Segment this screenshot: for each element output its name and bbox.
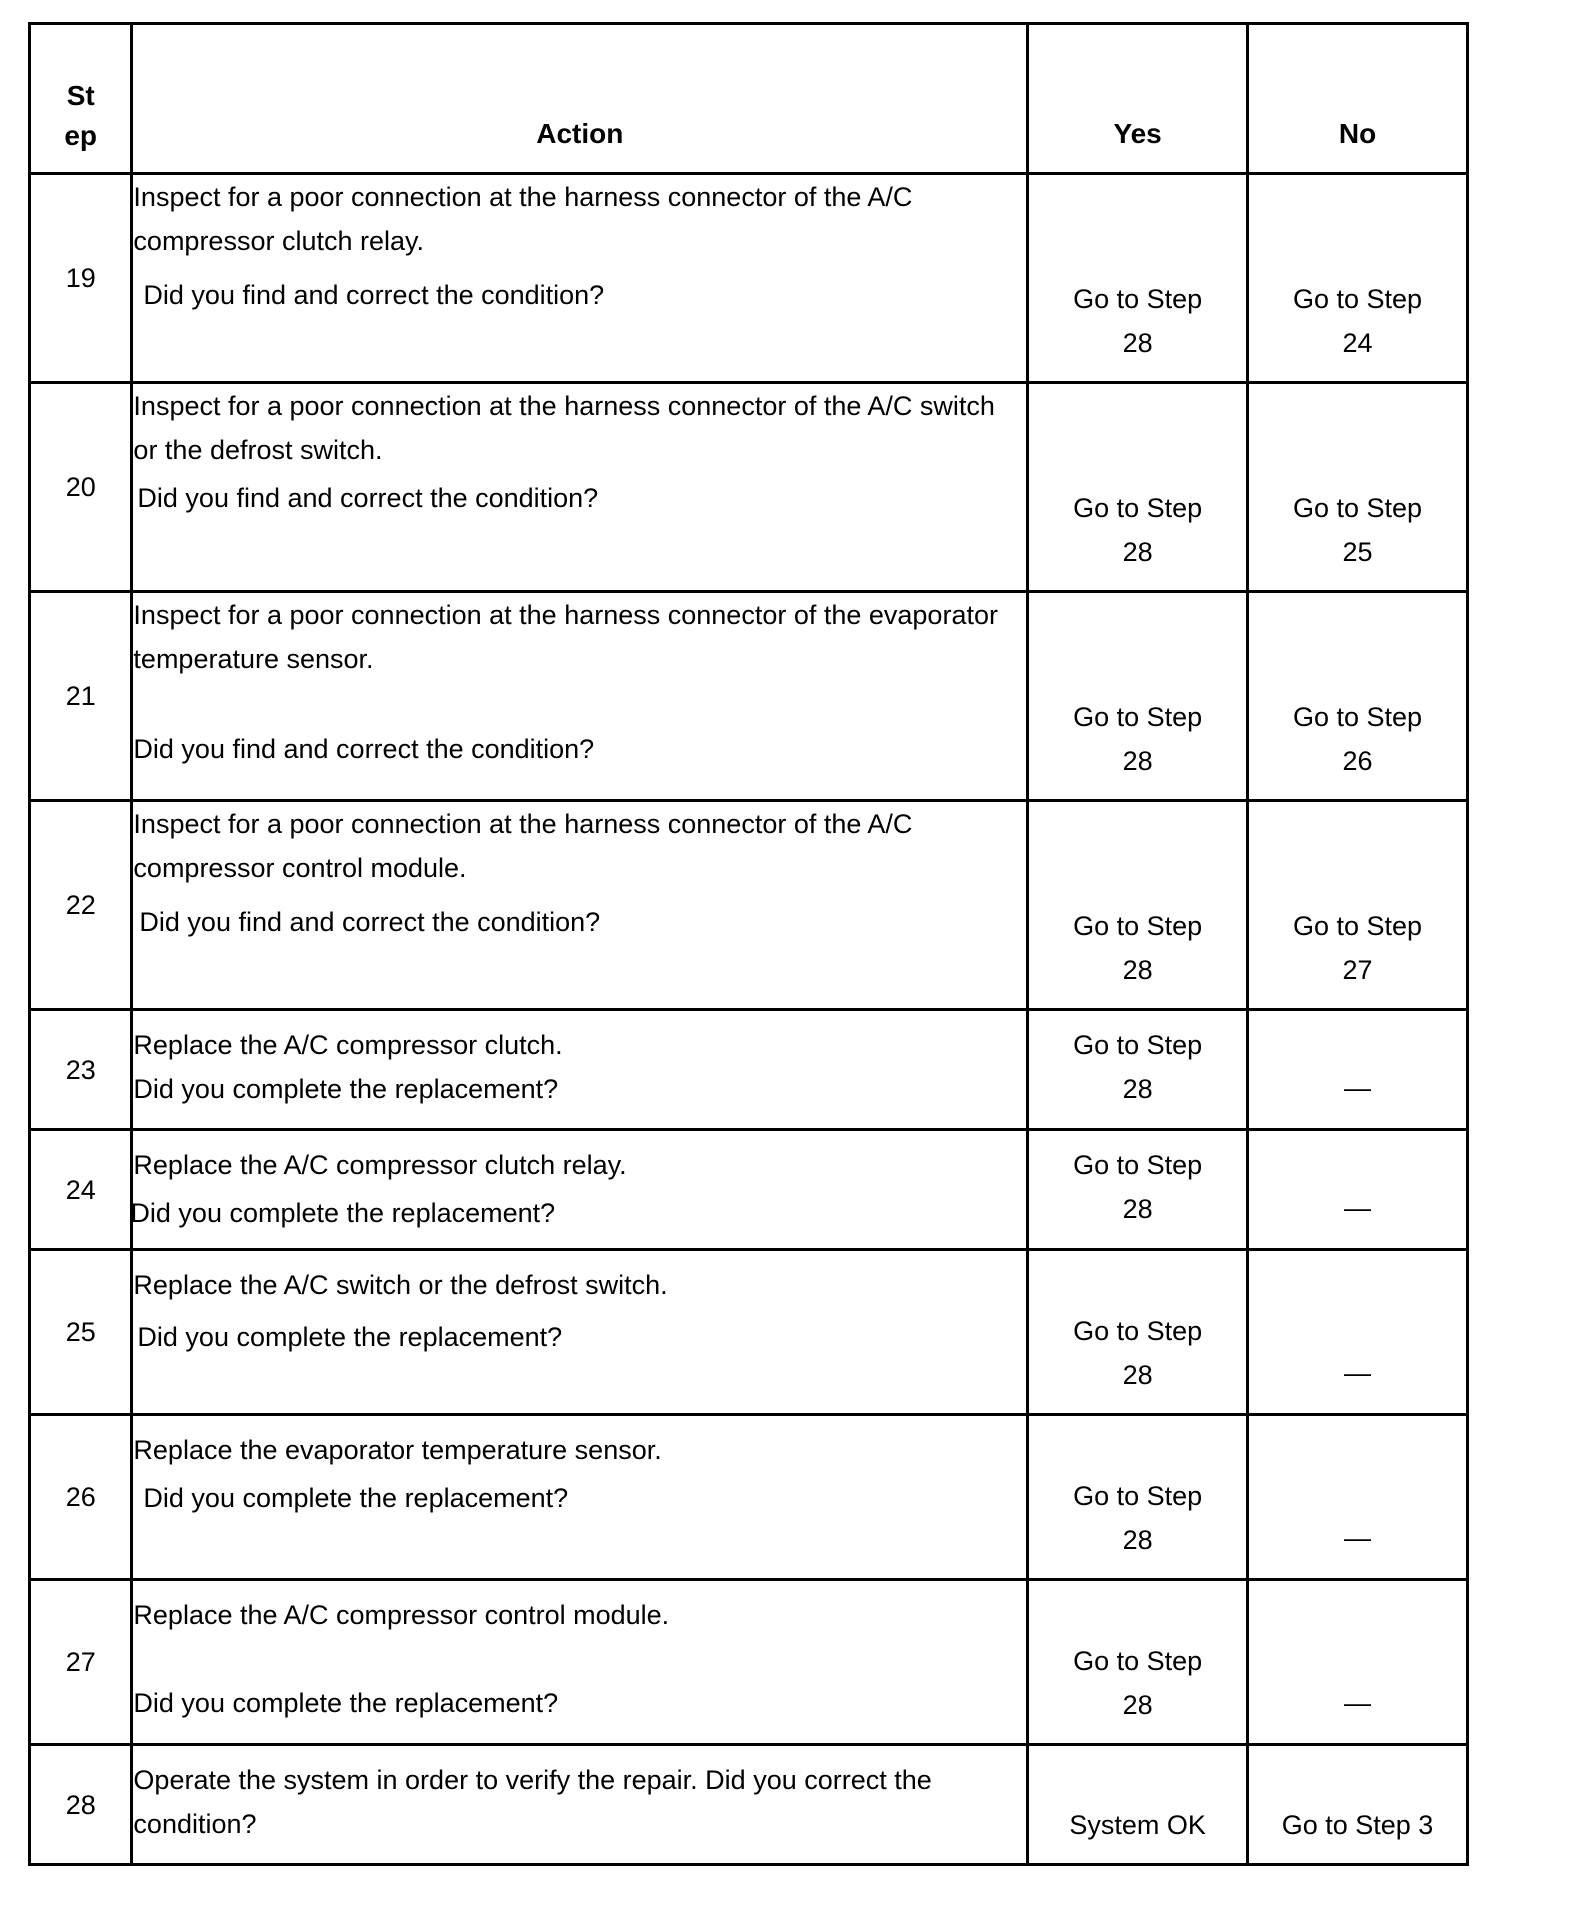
table-row (30, 1010, 1468, 1130)
no-dash: — (1344, 1358, 1372, 1388)
yes-cell: System OK (1028, 1745, 1248, 1865)
step-number: 26 (30, 1415, 132, 1580)
no-cell (1248, 1580, 1468, 1745)
header-step-line2: ep (64, 120, 98, 151)
action-cell (132, 1130, 1028, 1250)
yes-cell: Go to Step 28 (1028, 174, 1248, 383)
yes-cell: Go to Step 28 (1028, 1580, 1248, 1745)
yes-cell: Go to Step 28 (1028, 1130, 1248, 1250)
step-number: 20 (30, 383, 132, 592)
question-text: Did you complete the replacement? (137, 1322, 563, 1352)
no-cell (1248, 1250, 1468, 1415)
question-text: Did you complete the replacement? (143, 1483, 569, 1513)
no-dash: — (1344, 1193, 1372, 1223)
action-text: Replace the evaporator temperature sensor. (133, 1435, 662, 1465)
step-number: 25 (30, 1250, 132, 1415)
yes-cell: Go to Step 28 (1028, 383, 1248, 592)
step-number: 23 (30, 1010, 132, 1130)
table-row (30, 1580, 1468, 1745)
step-number: 28 (30, 1745, 132, 1865)
question-text: Did you complete the replacement? (133, 1688, 559, 1718)
yes-cell: Go to Step 28 (1028, 592, 1248, 801)
action-text: Inspect for a poor connection at the harness connector of the A/C switch or the defrost switch. (133, 391, 995, 465)
question-text: Did you find and correct the condition? (133, 734, 595, 764)
action-cell (132, 383, 1028, 592)
no-dash: — (1344, 1073, 1372, 1103)
table-row (30, 1745, 1468, 1865)
step-number: 24 (30, 1130, 132, 1250)
action-cell (132, 801, 1028, 1010)
question-text: Did you find and correct the condition? (139, 907, 601, 937)
diagnostic-table (28, 22, 1469, 1866)
action-cell (132, 1250, 1028, 1415)
table-row (30, 801, 1468, 1010)
action-cell (132, 1010, 1028, 1130)
no-cell: Go to Step 26 (1248, 592, 1468, 801)
yes-cell: Go to Step 28 (1028, 1415, 1248, 1580)
action-text: Inspect for a poor connection at the harness connector of the evaporator temperature sensor. (133, 600, 998, 674)
no-cell (1248, 1010, 1468, 1130)
header-no: No (1248, 24, 1468, 174)
header-step-line1: St (66, 80, 95, 111)
action-cell (132, 592, 1028, 801)
question-text: Did you complete the replacement? (130, 1198, 556, 1228)
no-cell: Go to Step 25 (1248, 383, 1468, 592)
step-number: 27 (30, 1580, 132, 1745)
question-text: Did you find and correct the condition? (143, 280, 605, 310)
action-cell (132, 174, 1028, 383)
header-action: Action (132, 24, 1028, 174)
no-dash: — (1344, 1688, 1372, 1718)
action-text: Replace the A/C compressor clutch relay. (133, 1150, 627, 1180)
header-yes: Yes (1028, 24, 1248, 174)
yes-cell: Go to Step 28 (1028, 1250, 1248, 1415)
action-text: Replace the A/C compressor control module. (133, 1600, 670, 1630)
question-text: Did you complete the replacement? (133, 1074, 559, 1104)
action-text: Operate the system in order to verify the repair. Did you correct the condition? (133, 1765, 932, 1839)
header-step (30, 24, 132, 174)
action-text: Inspect for a poor connection at the harness connector of the A/C compressor clutch relay. (133, 182, 913, 256)
action-text: Replace the A/C switch or the defrost switch. (133, 1270, 668, 1300)
step-number: 21 (30, 592, 132, 801)
action-text: Replace the A/C compressor clutch. (133, 1030, 563, 1060)
yes-cell: Go to Step 28 (1028, 801, 1248, 1010)
no-dash: — (1344, 1523, 1372, 1553)
header-row (30, 24, 1468, 174)
action-cell (132, 1580, 1028, 1745)
step-number: 22 (30, 801, 132, 1010)
table-row (30, 383, 1468, 592)
yes-cell: Go to Step 28 (1028, 1010, 1248, 1130)
action-cell (132, 1415, 1028, 1580)
no-cell (1248, 1130, 1468, 1250)
step-number: 19 (30, 174, 132, 383)
no-cell: Go to Step 3 (1248, 1745, 1468, 1865)
table-row (30, 592, 1468, 801)
no-cell: Go to Step 24 (1248, 174, 1468, 383)
no-cell (1248, 1415, 1468, 1580)
table-row (30, 1130, 1468, 1250)
table-row (30, 1250, 1468, 1415)
question-text: Did you find and correct the condition? (137, 483, 599, 513)
table-row (30, 1415, 1468, 1580)
table-row (30, 174, 1468, 383)
no-cell: Go to Step 27 (1248, 801, 1468, 1010)
action-text: Inspect for a poor connection at the harness connector of the A/C compressor control module. (133, 809, 913, 883)
action-cell (132, 1745, 1028, 1865)
